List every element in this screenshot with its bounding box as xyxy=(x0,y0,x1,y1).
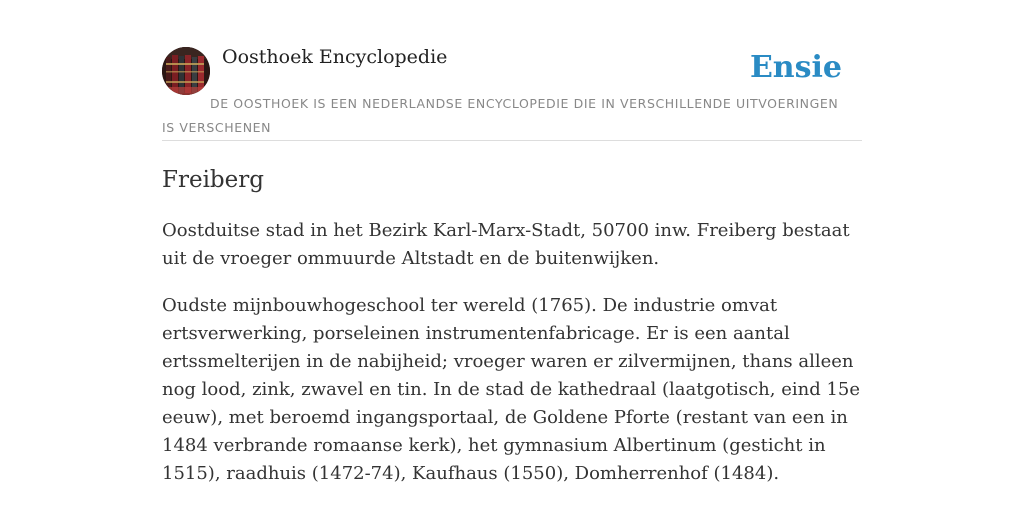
source-tagline: DE OOSTHOEK IS EEN NEDERLANDSE ENCYCLOPEDIE DIE IN VERSCHILLENDE UITVOERINGEN IS VERSCHENEN xyxy=(162,96,839,135)
article-paragraph-2: Oudste mijnbouwhogeschool ter wereld (1765). De industrie omvat ertsverwerking, porseleinen instrumentenfabricage. Er is een aantal ertssmelterijen in de nabijheid; vroeger waren er zilvermijnen, thans alleen nog lood, zink, zwavel en tin. In de stad de kathedraal (laatgotisch, eind 15e eeuw), met beroemd ingangsportaal, de Goldene Pforte (restant van een in 1484 verbrande romaanse kerk), het gymnasium Albertinum (gesticht in 1515), raadhuis (1472-74), Kaufhaus (1550), Domherrenhof (1484). xyxy=(162,295,861,484)
source-title[interactable]: Oosthoek Encyclopedie xyxy=(222,46,448,68)
article-paragraph-1: Oostduitse stad in het Bezirk Karl-Marx-Stadt, 50700 inw. Freiberg bestaat uit de vroeger ommuurde Altstadt en de buitenwijken. xyxy=(162,220,850,269)
entry-card xyxy=(162,44,862,488)
article-title: Freiberg xyxy=(162,167,264,193)
encyclopedia-books-icon[interactable] xyxy=(162,47,210,95)
source-header xyxy=(162,44,862,141)
brand-logo[interactable]: Ensie xyxy=(749,50,842,85)
